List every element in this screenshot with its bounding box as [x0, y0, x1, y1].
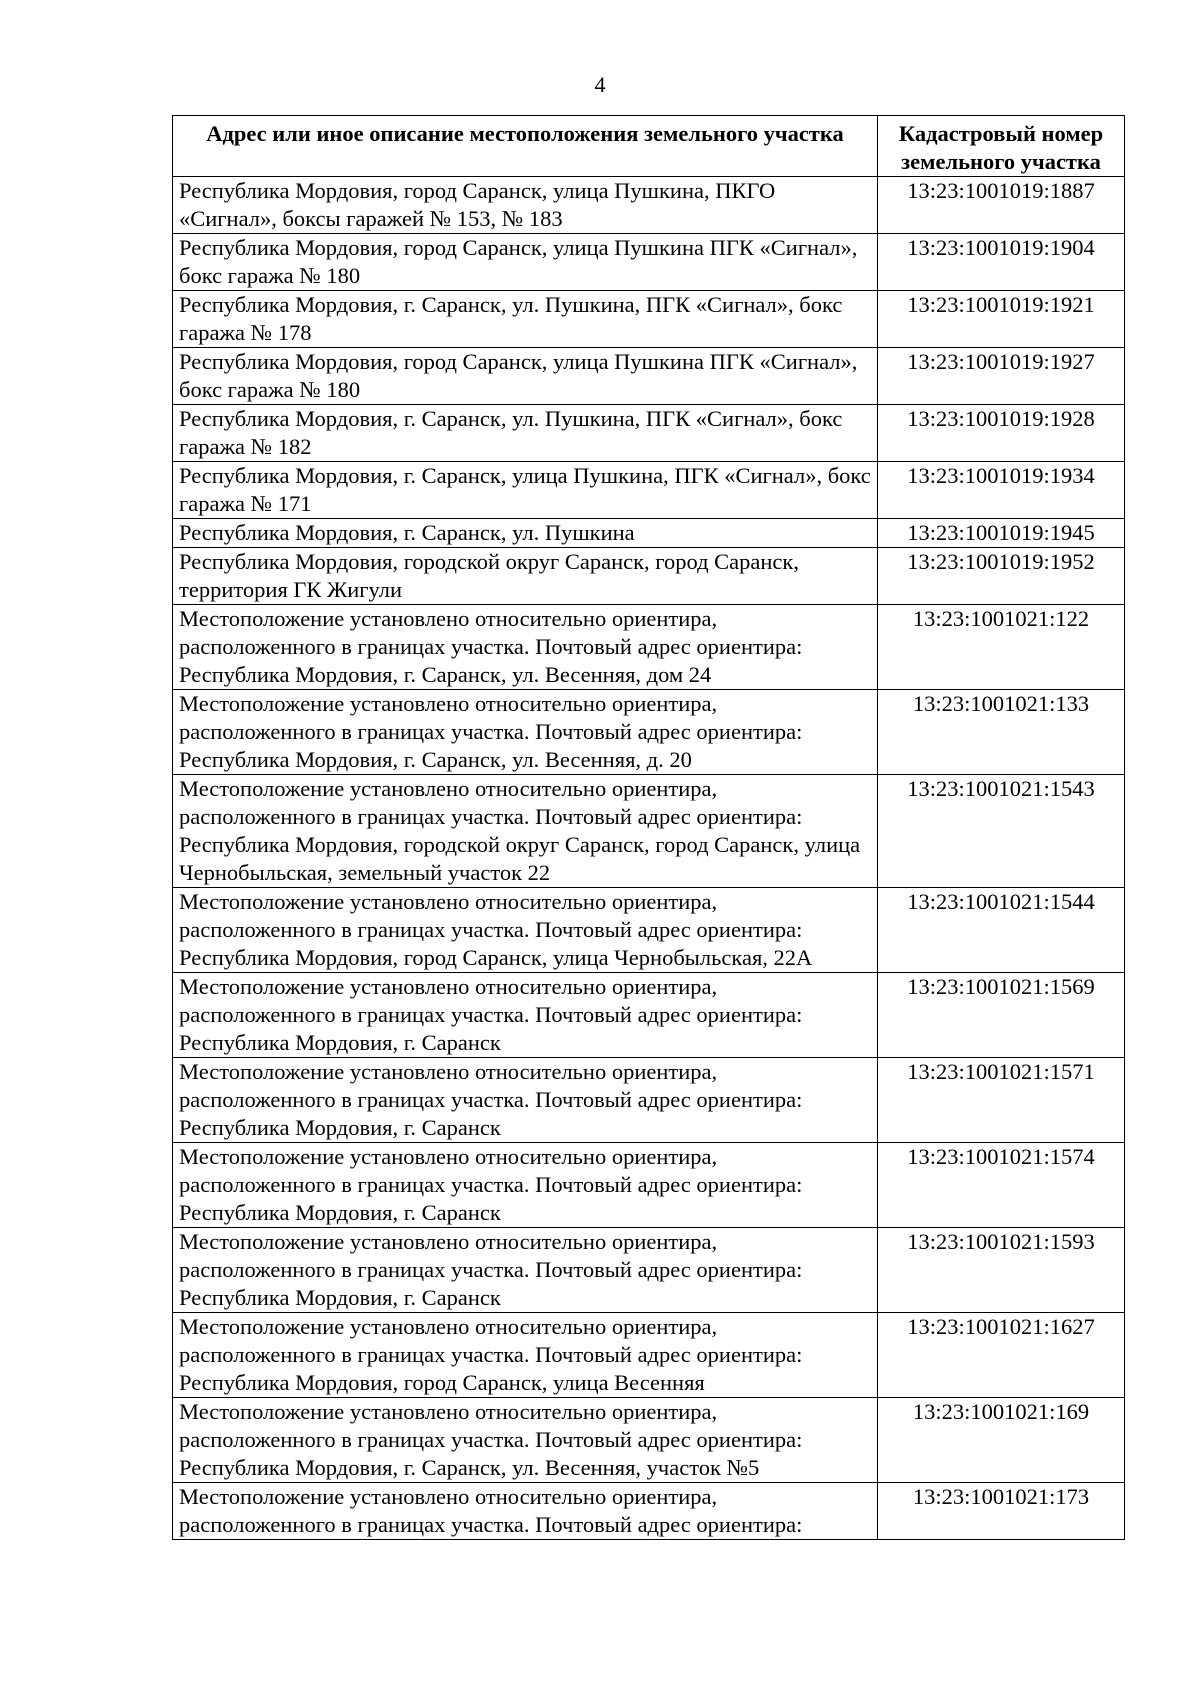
- address-cell: Местоположение установлено относительно ориентира, расположенного в границах участка. Почтовый адрес ориентира: Республика Мордовия, г. Саранск: [173, 973, 878, 1058]
- table-row: [173, 405, 1125, 462]
- table-row: [173, 234, 1125, 291]
- cadastral-number-cell: 13:23:1001021:173: [878, 1483, 1125, 1540]
- address-cell: Республика Мордовия, городской округ Саранск, город Саранск, территория ГК Жигули: [173, 548, 878, 605]
- cadastral-number-cell: 13:23:1001021:1569: [878, 973, 1125, 1058]
- table-row: [173, 1228, 1125, 1313]
- column-header-address: Адрес или иное описание местоположения земельного участка: [173, 116, 878, 177]
- address-cell: Местоположение установлено относительно ориентира, расположенного в границах участка. Почтовый адрес ориентира: Республика Мордовия, город Саранск, улица Весенняя: [173, 1313, 878, 1398]
- address-cell: Местоположение установлено относительно ориентира, расположенного в границах участка. Почтовый адрес ориентира: Республика Мордовия, г. Саранск, ул. Весенняя, дом 24: [173, 605, 878, 690]
- cadastral-number-cell: 13:23:1001019:1952: [878, 548, 1125, 605]
- address-cell: Республика Мордовия, г. Саранск, ул. Пушкина: [173, 519, 878, 548]
- address-cell: Местоположение установлено относительно ориентира, расположенного в границах участка. Почтовый адрес ориентира: Республика Мордовия, г. Саранск: [173, 1228, 878, 1313]
- table-header-row: [173, 116, 1125, 177]
- cadastral-number-cell: 13:23:1001019:1904: [878, 234, 1125, 291]
- address-cell: Местоположение установлено относительно ориентира, расположенного в границах участка. Почтовый адрес ориентира: Республика Мордовия, город Саранск, улица Чернобыльская, 22А: [173, 888, 878, 973]
- cadastral-number-cell: 13:23:1001021:1543: [878, 775, 1125, 888]
- address-cell: Местоположение установлено относительно ориентира, расположенного в границах участка. Почтовый адрес ориентира: Республика Мордовия, городской округ Саранск, город Саранск, улица Чернобыльская, земельный участок 22: [173, 775, 878, 888]
- table-row: [173, 973, 1125, 1058]
- table-row: [173, 888, 1125, 973]
- cadastral-number-cell: 13:23:1001019:1927: [878, 348, 1125, 405]
- cadastral-number-cell: 13:23:1001021:133: [878, 690, 1125, 775]
- table-row: [173, 1313, 1125, 1398]
- cadastral-number-cell: 13:23:1001019:1928: [878, 405, 1125, 462]
- table-row: [173, 177, 1125, 234]
- table-row: [173, 548, 1125, 605]
- cadastral-number-cell: 13:23:1001021:169: [878, 1398, 1125, 1483]
- cadastral-number-cell: 13:23:1001021:122: [878, 605, 1125, 690]
- cadastral-number-cell: 13:23:1001019:1887: [878, 177, 1125, 234]
- cadastral-number-cell: 13:23:1001019:1934: [878, 462, 1125, 519]
- table-row: [173, 462, 1125, 519]
- address-cell: Республика Мордовия, г. Саранск, ул. Пушкина, ПГК «Сигнал», бокс гаража № 178: [173, 291, 878, 348]
- address-cell: Республика Мордовия, город Саранск, улица Пушкина ПГК «Сигнал», бокс гаража № 180: [173, 348, 878, 405]
- table-row: [173, 1058, 1125, 1143]
- land-plot-table: [172, 115, 1125, 1540]
- table-row: [173, 1143, 1125, 1228]
- cadastral-number-cell: 13:23:1001021:1593: [878, 1228, 1125, 1313]
- cadastral-number-cell: 13:23:1001021:1544: [878, 888, 1125, 973]
- cadastral-number-cell: 13:23:1001021:1571: [878, 1058, 1125, 1143]
- address-cell: Республика Мордовия, г. Саранск, улица Пушкина, ПГК «Сигнал», бокс гаража № 171: [173, 462, 878, 519]
- table-row: [173, 291, 1125, 348]
- table-row: [173, 1398, 1125, 1483]
- cadastral-number-cell: 13:23:1001021:1627: [878, 1313, 1125, 1398]
- cadastral-number-cell: 13:23:1001019:1945: [878, 519, 1125, 548]
- cadastral-number-cell: 13:23:1001021:1574: [878, 1143, 1125, 1228]
- table-header: [173, 116, 1125, 177]
- table-row: [173, 348, 1125, 405]
- address-cell: Республика Мордовия, г. Саранск, ул. Пушкина, ПГК «Сигнал», бокс гаража № 182: [173, 405, 878, 462]
- address-cell: Местоположение установлено относительно ориентира, расположенного в границах участка. Почтовый адрес ориентира: Республика Мордовия, г. Саранск, ул. Весенняя, участок №5: [173, 1398, 878, 1483]
- address-cell: Местоположение установлено относительно ориентира, расположенного в границах участка. Почтовый адрес ориентира: Республика Мордовия, г. Саранск, ул. Весенняя, д. 20: [173, 690, 878, 775]
- address-cell: Местоположение установлено относительно ориентира, расположенного в границах участка. Почтовый адрес ориентира:: [173, 1483, 878, 1540]
- address-cell: Местоположение установлено относительно ориентира, расположенного в границах участка. Почтовый адрес ориентира: Республика Мордовия, г. Саранск: [173, 1058, 878, 1143]
- table-row: [173, 605, 1125, 690]
- page-number: 4: [594, 72, 606, 97]
- cadastral-number-cell: 13:23:1001019:1921: [878, 291, 1125, 348]
- table-row: [173, 519, 1125, 548]
- table-body: [173, 177, 1125, 1540]
- table-row: [173, 775, 1125, 888]
- table-row: [173, 1483, 1125, 1540]
- address-cell: Республика Мордовия, город Саранск, улица Пушкина ПГК «Сигнал», бокс гаража № 180: [173, 234, 878, 291]
- address-cell: Местоположение установлено относительно ориентира, расположенного в границах участка. Почтовый адрес ориентира: Республика Мордовия, г. Саранск: [173, 1143, 878, 1228]
- table-row: [173, 690, 1125, 775]
- address-cell: Республика Мордовия, город Саранск, улица Пушкина, ПКГО «Сигнал», боксы гаражей № 153, № 183: [173, 177, 878, 234]
- column-header-cadastral-number: Кадастровый номер земельного участка: [878, 116, 1125, 177]
